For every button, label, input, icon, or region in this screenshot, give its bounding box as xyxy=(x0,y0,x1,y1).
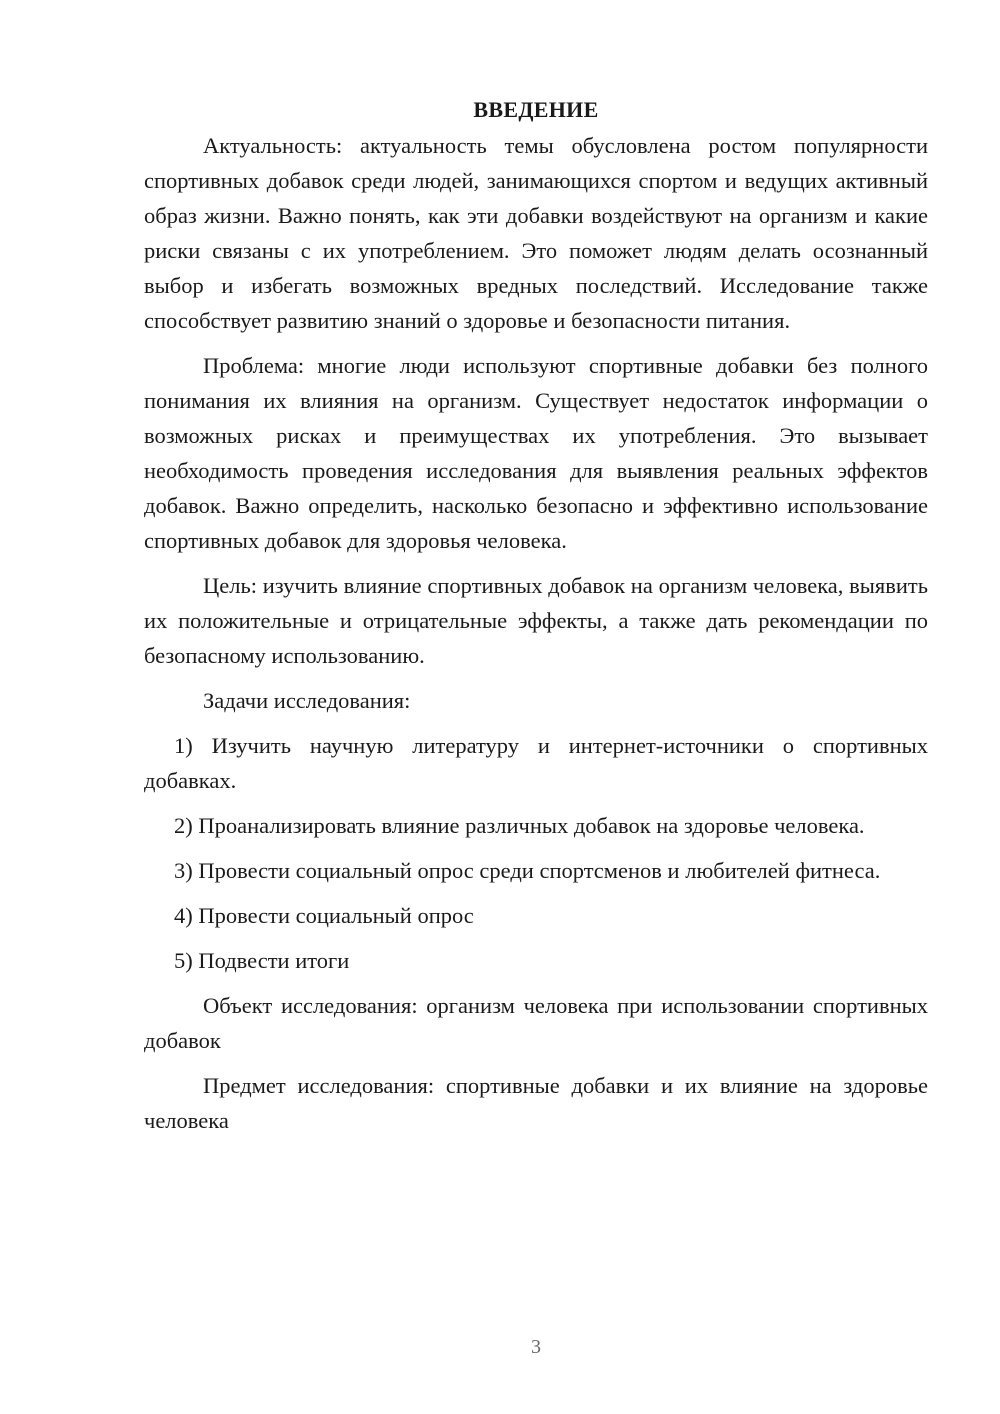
relevance-paragraph: Актуальность: актуальность темы обусловлена ростом популярности спортивных добавок среди людей, занимающихся спортом и ведущих активный образ жизни. Важно понять, как эти добавки воздействуют на организм и какие риски связаны с их употреблением. Это поможет людям делать осознанный выбор и избегать возможных вредных последствий. Исследование также способствует развитию знаний о здоровье и безопасности питания. xyxy=(144,133,928,333)
page-content xyxy=(144,92,928,1148)
page-title: ВВЕДЕНИЕ xyxy=(473,97,599,122)
task-item: 1) Изучить научную литературу и интернет-источники о спортивных добавках. xyxy=(144,733,928,793)
problem-paragraph: Проблема: многие люди используют спортивные добавки без полного понимания их влияния на организм. Существует недостаток информации о возможных рисках и преимуществах их употребления. Это вызывает необходимость проведения исследования для выявления реальных эффектов добавок. Важно определить, насколько безопасно и эффективно использование спортивных добавок для здоровья человека. xyxy=(144,353,928,553)
tasks-list xyxy=(144,728,928,978)
task-item: 3) Провести социальный опрос среди спортсменов и любителей фитнеса. xyxy=(174,858,881,883)
subject-paragraph: Предмет исследования: спортивные добавки и их влияние на здоровье человека xyxy=(144,1073,928,1133)
goal-paragraph: Цель: изучить влияние спортивных добавок на организм человека, выявить их положительные и отрицательные эффекты, а также дать рекомендации по безопасному использованию. xyxy=(144,573,928,668)
page-number: 3 xyxy=(531,1336,541,1358)
object-paragraph: Объект исследования: организм человека при использовании спортивных добавок xyxy=(144,993,928,1053)
task-item: 2) Проанализировать влияние различных добавок на здоровье человека. xyxy=(174,813,865,838)
task-item: 4) Провести социальный опрос xyxy=(174,903,474,928)
task-item: 5) Подвести итоги xyxy=(174,948,350,973)
tasks-heading: Задачи исследования: xyxy=(203,688,411,713)
